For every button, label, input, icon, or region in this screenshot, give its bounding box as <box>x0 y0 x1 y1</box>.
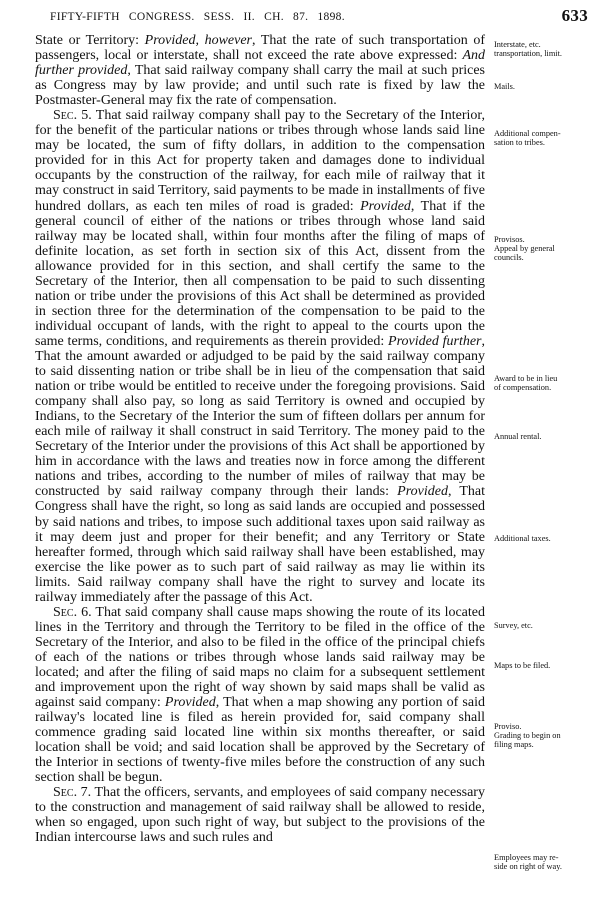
paragraph <box>35 33 485 108</box>
margin-note-line: Proviso. <box>494 722 522 731</box>
margin-note <box>488 82 588 91</box>
margin-note-line: of compensation. <box>494 383 552 393</box>
proviso-phrase: Provided <box>164 695 216 711</box>
margin-note-line: side on right of way. <box>494 862 562 872</box>
margin-note <box>488 374 588 392</box>
body-text <box>35 33 485 846</box>
text-run: , That said railway company shall carry the mail at such prices as Congress may by law provide; and until such rate is fixed by law the Postmaster-General may fix the rate of compensation. <box>35 63 486 109</box>
proviso-phrase: Provided <box>397 484 448 500</box>
paragraph-section-7 <box>35 785 485 845</box>
margin-note <box>488 235 588 263</box>
margin-note-line: Appeal by general <box>494 244 555 254</box>
section-number: Sec. 7. <box>53 785 92 801</box>
section-number: Sec. 6. <box>53 604 92 620</box>
margin-note <box>488 661 588 670</box>
margin-note <box>488 432 588 441</box>
proviso-phrase: Provided further <box>388 333 482 349</box>
margin-note <box>488 534 588 543</box>
margin-note-line: Maps to be filed. <box>494 661 551 670</box>
margin-note-line: Mails. <box>494 82 515 91</box>
text-run: State or Territory: <box>35 33 145 48</box>
running-header <box>38 6 588 28</box>
running-head: FIFTY-FIFTH CONGRESS. SESS. II. CH. 87. 1898. <box>50 11 345 23</box>
margin-note-line: Grading to begin on <box>494 731 561 741</box>
proviso-phrase: And further provided <box>35 48 485 79</box>
paragraph-section-5 <box>35 108 485 605</box>
margin-note <box>488 129 588 147</box>
text-run: , That the amount awarded or adjudged to be paid by the said railway company to said dissenting nation or tribe shall be in lieu of the compensation that said nation or tribe would be entitled to receive under the foregoing provisions. Said company shall also pay, so long as said Territory is owned and occupied by Indians, to the Secretary of the Interior the sum of fifteen dollars per annum for each mile of railway it shall construct in said Territory. The money paid to the Secretary of the Interior under the provisions of this Act shall be apportioned by him in accordance with the laws and treaties now in force among the different nations and tribes, according to the number of miles of railway that may be constructed by said railway company through their lands: <box>35 333 486 500</box>
margin-note-line: Employees may re- <box>494 853 559 862</box>
text-run: , That if the general council of either of the nations or tribes through whose land said railway may be located shall, within four months after the filing of maps of definite location, as set forth in section six of this Act, dissent from the allowance provided for in this section, and shall certify the same to the Secretary of the Interior, then all compensation to be paid to such dissenting nation or tribe under the provisions of this Act shall be determined as provided in section three for the determination of the compensation to be paid to the individual occupant of lands, with the right to appeal to the courts upon the same terms, conditions, and requirements as therein provided: <box>35 198 485 349</box>
margin-note <box>488 722 588 750</box>
page-number: 633 <box>561 6 588 25</box>
margin-note <box>488 621 588 630</box>
text-run: That said railway company shall pay to the Secretary of the Interior, for the benefit of the particular nations or tribes through whose lands said line may be located, the sum of fifty dollars, in addition to the compensation provided for in this Act for property taken and damages done to individual occupants by the construction of the railway, for each mile of railway that it may construct in said Territory, said payments to be made in installments of five hundred dollars, as each ten miles of road is graded: <box>35 108 485 214</box>
section-number: Sec. 5. <box>53 108 92 124</box>
margin-note-line: filing maps. <box>494 740 534 750</box>
margin-note-line: Additional taxes. <box>494 534 551 543</box>
text-run: , That the rate of such transportation of passengers, local or interstate, shall not exceed the rate above expressed: <box>35 33 485 64</box>
proviso-phrase: Provided <box>360 198 411 214</box>
text-run: , That when a map showing any portion of said railway's located line is filed as herein provided for, said company shall commence grading said located line within six months thereafter, or said location shall be void; and said location shall be approved by the Secretary of the Interior in sections of twenty-five miles before the construction of any such section shall be begun. <box>35 695 485 786</box>
margin-note <box>488 853 588 871</box>
margin-note-line: Annual rental. <box>494 432 542 441</box>
margin-note-line: Additional compen- <box>494 129 561 138</box>
paragraph-section-6 <box>35 605 485 786</box>
margin-note-line: Survey, etc. <box>494 621 533 630</box>
margin-note <box>488 40 588 58</box>
margin-note-line: Provisos. <box>494 235 525 244</box>
margin-note-line: councils. <box>494 253 524 263</box>
margin-note-line: Interstate, etc. <box>494 40 541 49</box>
margin-note-line: transportation, limit. <box>494 49 562 59</box>
proviso-phrase: Provided, however <box>144 33 253 48</box>
text-run: , That Congress shall have the right, so long as said lands are occupied and possessed by said nations and tribes, to impose such additional taxes upon said railway as it may deem just and proper for their benefit; and any Territory or State hereafter formed, through which said railway shall have been established, may exercise the like power as to such part of said railway as may lie within its limits. Said railway company shall have the right to survey and locate its railway immediately after the passage of this Act. <box>35 484 485 605</box>
text-run: That the officers, servants, and employees of said company necessary to the construction and management of said railway shall be allowed to reside, when so engaged, upon such right of way, but subject to the provisions of the Indian intercourse laws and such rules and <box>35 785 485 846</box>
margin-note-line: sation to tribes. <box>494 138 545 148</box>
margin-note-line: Award to be in lieu <box>494 374 558 383</box>
text-run: That said company shall cause maps showing the route of its located lines in the Territory and through the Territory to be filed in the office of the Secretary of the Interior, and also to be filed in the office of the principal chiefs of each of the nations or tribes through whose lands said railway may be located; and after the filing of said maps no claim for a subsequent settlement and improvement upon the right of way shown by said maps shall be valid as against said company: <box>35 604 485 711</box>
